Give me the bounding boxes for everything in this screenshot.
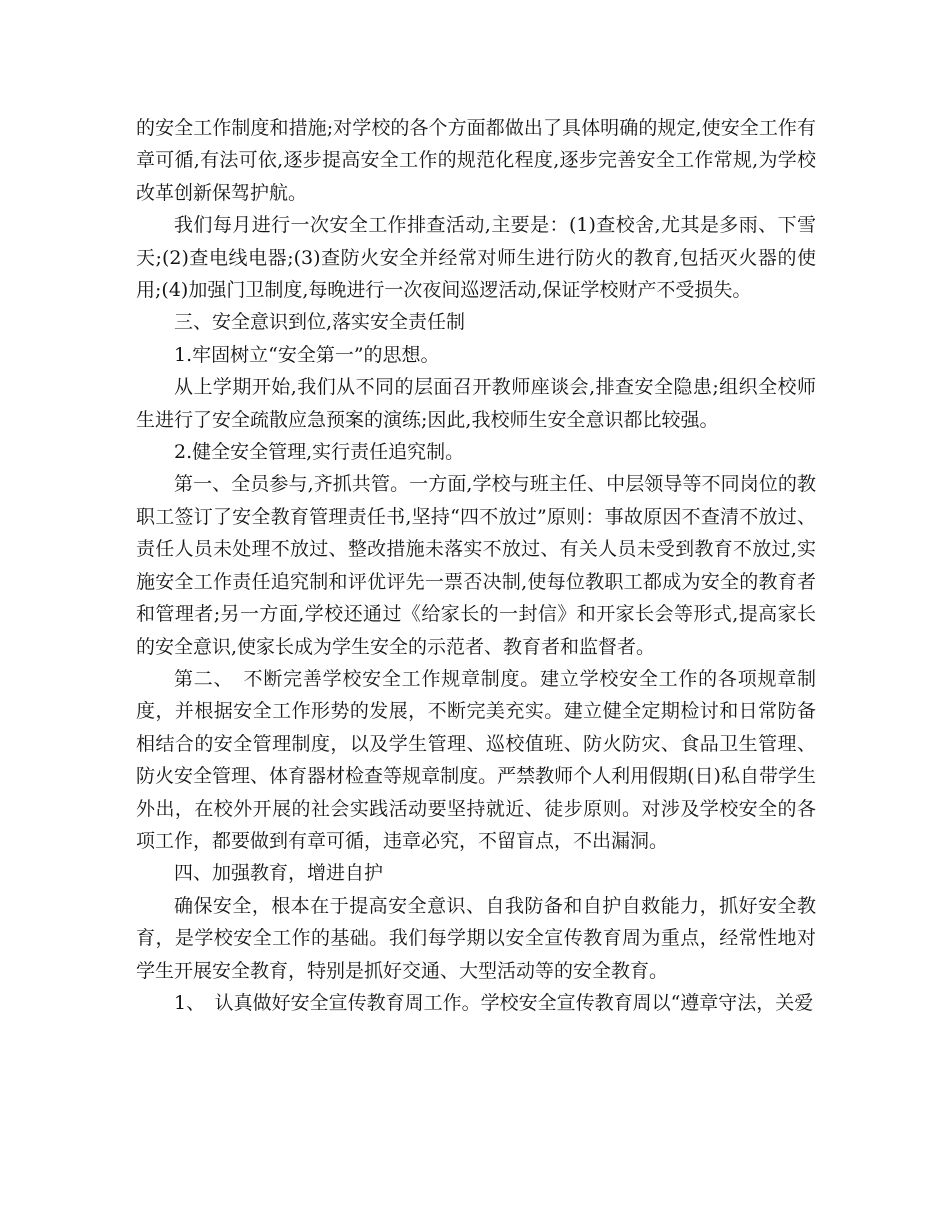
subsection-heading: 1.牢固树立“安全第一”的思想。	[174, 343, 440, 366]
section-heading: 三、安全意识到位,落实安全责任制	[174, 311, 466, 334]
paragraph: 第一、全员参与,齐抓共管。一方面,学校与班主任、中层领导等不同岗位的教职工签订了安全教育管理责任书,坚持“四不放过”原则：事故原因不查清不放过、责任人员未处理不放过、整改措施未落实不放过、有关人员未受到教育不放过,实施安全工作责任追究制和评优评先一票否决制,使每位教职工都成为安全的教育者和管理者;另一方面,学校还通过《给家长的一封信》和开家长会等形式,提高家长的安全意识,使家长成为学生安全的示范者、教育者和监督者。	[136, 473, 816, 658]
paragraph: 1、 认真做好安全宣传教育周工作。学校安全宣传教育周以“遵章守法，关爱	[174, 991, 814, 1014]
paragraph: 我们每月进行一次安全工作排查活动,主要是：(1)查校舍,尤其是多雨、下雪天;(2)查电线电器;(3)查防火安全并经常对师生进行防火的教育,包括灭火器的使用;(4)加强门卫制度,每晚进行一次夜间巡逻活动,保证学校财产不受损失。	[136, 214, 816, 302]
subsection-heading: 2.健全安全管理,实行责任追究制。	[174, 441, 465, 464]
paragraph: 确保安全，根本在于提高安全意识、自我防备和自护自救能力，抓好安全教育，是学校安全工作的基础。我们每学期以安全宣传教育周为重点，经常性地对学生开展安全教育，特别是抓好交通、大型活动等的安全教育。	[136, 894, 816, 982]
section-heading: 四、加强教育，增进自护	[174, 862, 384, 885]
document-body	[136, 112, 816, 1019]
paragraph: 第二、 不断完善学校安全工作规章制度。建立学校安全工作的各项规章制度，并根据安全工作形势的发展，不断完美充实。建立健全定期检讨和日常防备相结合的安全管理制度，以及学生管理、巡校值班、防火防灾、食品卫生管理、防火安全管理、体育器材检查等规章制度。严禁教师个人利用假期(日)私自带学生外出，在校外开展的社会实践活动要坚持就近、徒步原则。对涉及学校安全的各项工作，都要做到有章可循，违章必究，不留盲点，不出漏洞。	[136, 667, 816, 852]
paragraph: 从上学期开始,我们从不同的层面召开教师座谈会,排查安全隐患;组织全校师生进行了安全疏散应急预案的演练;因此,我校师生安全意识都比较强。	[136, 376, 816, 431]
paragraph: 的安全工作制度和措施;对学校的各个方面都做出了具体明确的规定,使安全工作有章可循,有法可依,逐步提高安全工作的规范化程度,逐步完善安全工作常规,为学校改革创新保驾护航。	[136, 117, 816, 204]
